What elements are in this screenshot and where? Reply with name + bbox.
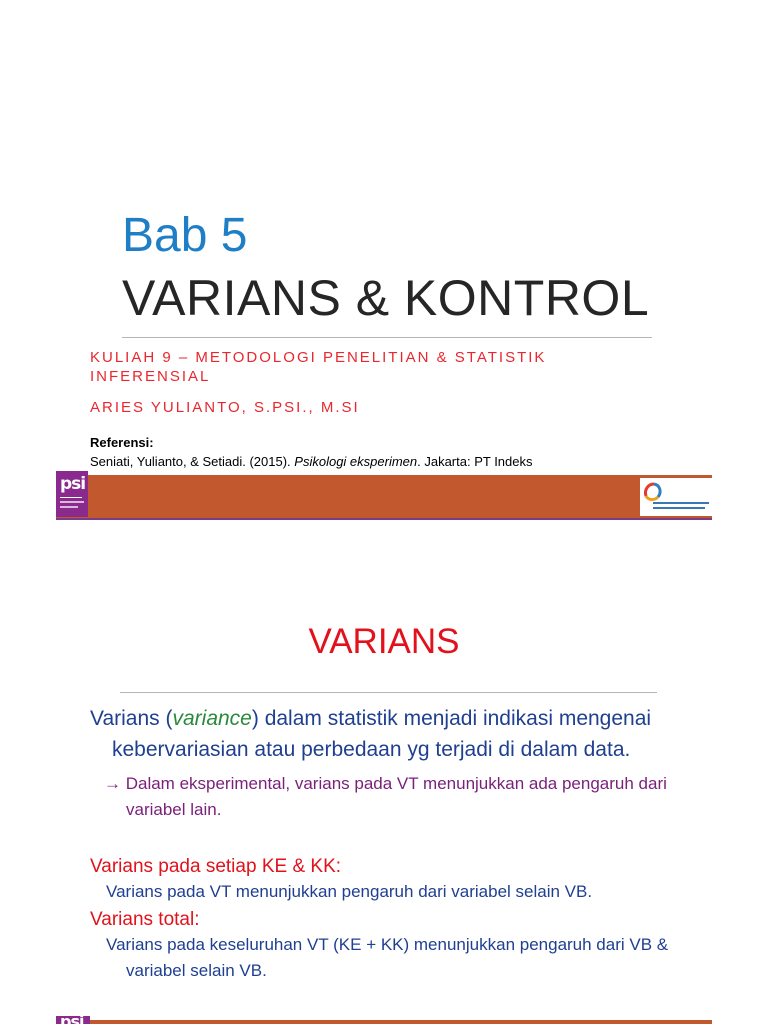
- footer-band: [56, 475, 712, 518]
- footer-band-line: [56, 518, 712, 520]
- varians-slide: [0, 550, 768, 1031]
- slide-body: [90, 703, 690, 984]
- heading-total: Varians total:: [90, 909, 200, 930]
- text-total: Varians pada keseluruhan VT (KE + KK) menunjukkan pengaruh dari VB & variabel selain VB.: [106, 935, 669, 980]
- arrow-right-icon: →: [104, 774, 121, 793]
- definition-rest: ) dalam statistik menjadi indikasi mengenai kebervariasian atau perbedaan yg terjadi di dalam data.: [112, 707, 652, 761]
- definition-paragraph: [90, 703, 690, 765]
- experimental-note-text: Dalam eksperimental, varians pada VT menunjukkan ada pengaruh dari variabel lain.: [121, 774, 667, 819]
- title-divider: [122, 337, 652, 338]
- definition-term: variance: [172, 707, 252, 730]
- university-logo-caption: [653, 507, 705, 509]
- author-line: ARIES YULIANTO, S.PSI., M.SI: [90, 399, 360, 416]
- slide-title: VARIANS: [308, 622, 460, 661]
- footer-band-bar: [90, 1020, 712, 1024]
- psi-logo-caption-line: [60, 506, 78, 508]
- psi-logo-caption-line: [60, 501, 84, 503]
- slide-title: Bab 5: [122, 209, 248, 262]
- text-ke-kk: Varians pada VT menunjukkan pengaruh dari variabel selain VB.: [106, 882, 593, 901]
- footer-band-bar: [56, 475, 712, 518]
- reference-book-title: Psikologi eksperimen: [294, 454, 418, 469]
- psi-logo: [56, 471, 88, 517]
- university-logo-caption: [653, 502, 709, 504]
- title-divider: [120, 692, 657, 693]
- psi-logo: [56, 1012, 90, 1031]
- psi-logo-text: psi: [60, 474, 86, 494]
- psi-logo-bar: [60, 497, 82, 498]
- reference-text: [90, 453, 533, 470]
- experimental-note: [104, 771, 690, 823]
- university-mark-icon: [642, 480, 664, 502]
- heading-ke-kk: Varians pada setiap KE & KK:: [90, 856, 342, 877]
- reference-label: Referensi:: [90, 435, 154, 450]
- university-logo-icon: [640, 478, 712, 516]
- definition-start: Varians (: [90, 707, 173, 730]
- reference-authors: Seniati, Yulianto, & Setiadi. (2015).: [90, 454, 295, 469]
- psi-logo-text: psi: [60, 1012, 84, 1031]
- course-line: KULIAH 9 – METODOLOGI PENELITIAN & STATISTIK INFERENSIAL: [90, 349, 547, 385]
- slide-subtitle: VARIANS & KONTROL: [122, 270, 650, 326]
- reference-publisher: . Jakarta: PT Indeks: [417, 454, 533, 469]
